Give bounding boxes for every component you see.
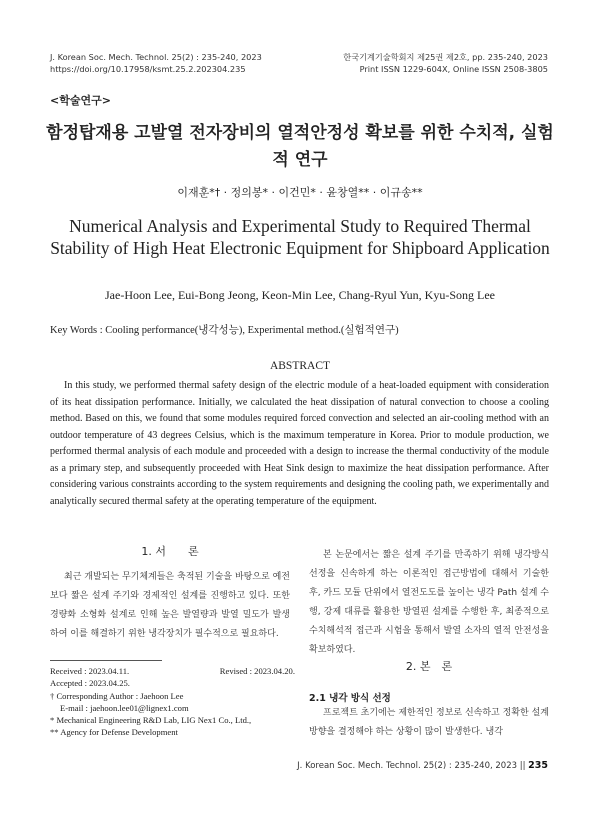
keywords (50, 322, 399, 337)
abstract-heading: ABSTRACT (269, 360, 331, 372)
dates-row (50, 665, 295, 677)
article-category: <학술연구> (50, 94, 111, 107)
revised-date: Revised : 2023.04.20. (219, 666, 295, 676)
footnote-divider (50, 660, 162, 661)
title-korean: 함정탑재용 고발열 전자장비의 열적안정성 확보를 위한 수치적, 실험적 연구 (46, 123, 554, 170)
section1-heading: 1. 서 론 (141, 545, 199, 558)
subsection-2-1-body: 프로젝트 초기에는 제한적인 정보로 신속하고 정확한 설계방향을 결정해야 하는 상황이 많이 발생한다. 냉각 (309, 708, 549, 737)
abstract-body: In this study, we performed thermal safety design of the electric module of a heat-loaded equipment with consideration of its heat dissipation performance. Initially, we calculated the heat dissipation of natural convection to choose a cooling method. Based on this, we found that some modules required forced convection and selected an air-cooling method with an outdoor temperature of 43 degrees Celsius, which is the maximum temperature in Korea. Prior to module production, we performed thermal analysis of each module and proceeded with a design to increase the thermal conductivity of the module as a primary step, and subsequently proceeded with Heat Sink design to maximize the heat dissipation performance. After considering various constraints according to the system requirements and designing the cooling path, we experimentally and analytically secured thermal safety at the operating temperature of the equipment. (50, 380, 549, 507)
keywords-label: Key Words (50, 325, 98, 336)
accepted-date: Accepted : 2023.04.25. (50, 678, 130, 689)
authors-english: Jae-Hoon Lee, Eui-Bong Jeong, Keon-Min Lee, Chang-Ryul Yun, Kyu-Song Lee (105, 288, 495, 302)
section2-heading: 2. 본 론 (405, 660, 453, 673)
subsection-2-1-heading: 2.1 냉각 방식 선정 (309, 693, 391, 704)
intro-continued-body: 본 논문에서는 짧은 설계 주기를 만족하기 위해 냉각방식선정을 신속하게 하는 이론적인 접근방법에 대해서 기술한 후, 카드 모듈 단위에서 열전도도를 높이는 냉각 Path 설계 수행, 강제 대류를 활용한 방열핀 설계를 수행한 후, 최종적으로 수치해석적 접근과 시험을 통해서 발열 소자의 열적 안전성을 확보하였다. (309, 550, 549, 655)
issn-line: Print ISSN 1229-604X, Online ISSN 2508-3805 (359, 64, 548, 74)
page-number: 235 (528, 760, 548, 771)
affiliation-2: ** Agency for Defense Development (50, 727, 178, 738)
keywords-text: : Cooling performance(냉각성능), Experimental method.(실험적연구) (97, 325, 399, 336)
journal-citation: J. Korean Soc. Mech. Technol. 25(2) : 235-240, 2023 (50, 52, 262, 62)
running-header-left (50, 51, 262, 75)
doi-link[interactable]: https://doi.org/10.17958/ksmt.25.2.202304.235 (50, 64, 246, 74)
corresponding-author: † Corresponding Author : Jaehoon Lee (50, 690, 184, 701)
received-date: Received : 2023.04.11. (50, 666, 130, 676)
page-footer (297, 760, 548, 771)
footer-citation: J. Korean Soc. Mech. Technol. 25(2) : 235-240, 2023 || (297, 761, 526, 771)
title-english: Numerical Analysis and Experimental Study to Required Thermal Stability of High Heat Electronic Equipment for Shipboard Application (50, 216, 550, 258)
email[interactable]: E-mail : jaehoon.lee01@lignex1.com (60, 702, 189, 713)
affiliation-1: * Mechanical Engineering R&D Lab, LIG Nex1 Co., Ltd., (50, 715, 252, 726)
section1-body: 최근 개발되는 무기체계들은 축적된 기술을 바탕으로 예전보다 짧은 설계 주기와 경제적인 설계를 진행하고 있다. 또한 경량화 소형화 설계로 인해 높은 발열량과 발열 밀도가 발생하여 이를 해결하기 위한 냉각장치가 필수적으로 필요하다. (50, 572, 290, 639)
footnotes (50, 665, 295, 739)
running-header-right (343, 51, 548, 75)
authors-korean: 이재훈*† · 정의봉* · 이건민* · 윤창열** · 이규송** (177, 186, 423, 199)
journal-citation-ko: 한국기계기술학회지 제25권 제2호, pp. 235-240, 2023 (343, 52, 548, 62)
